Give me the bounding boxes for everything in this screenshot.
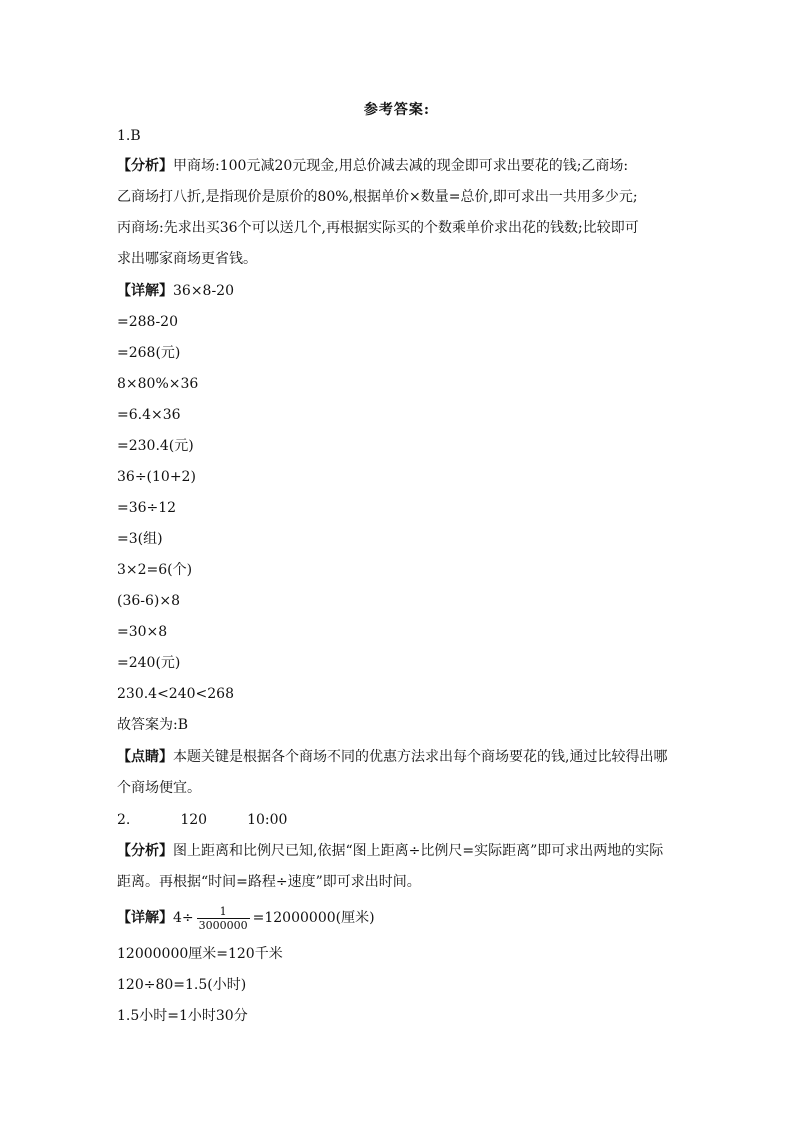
q1-step-4: =6.4×36	[117, 407, 181, 423]
q2-analysis-line-1	[117, 842, 663, 860]
q2-step-3: 1.5小时=1小时30分	[117, 1008, 248, 1024]
q1-step-9: 3×2=6(个)	[117, 562, 193, 578]
q1-step-7: =36÷12	[117, 500, 177, 516]
q2-answer-line	[117, 811, 287, 829]
q1-detail-first: 36×8-20	[173, 283, 234, 299]
q2-analysis-text-1: 图上距离和比例尺已知,依据“图上距离÷比例尺=实际距离”即可求出两地的实际	[173, 843, 664, 859]
q1-analysis-line-2: 乙商场打八折,是指现价是原价的80%,根据单价×数量=总价,即可求出一共用多少元;	[117, 189, 638, 205]
q2-answer-2: 10:00	[247, 812, 288, 828]
q1-analysis-tag: 【分析】	[117, 158, 173, 174]
q2-detail-line	[117, 904, 375, 932]
q1-analysis-line-4: 求出哪家商场更省钱。	[117, 251, 257, 267]
q1-step-1: =288-20	[117, 314, 178, 330]
q2-number: 2.	[117, 812, 131, 828]
fraction-denominator: 3000000	[198, 918, 248, 932]
q1-comment-line-2: 个商场便宜。	[117, 780, 201, 796]
q1-analysis-line-3: 丙商场:先求出买36个可以送几个,再根据实际买的个数乘单价求出花的钱数;比较即可	[117, 220, 639, 236]
q1-analysis-line-1	[117, 157, 628, 175]
scale-fraction	[197, 905, 250, 932]
q1-answer-line: 故答案为:B	[117, 717, 189, 733]
q2-analysis-tag: 【分析】	[117, 843, 173, 859]
q1-step-11: =30×8	[117, 624, 168, 640]
q2-detail-tag: 【详解】	[117, 910, 173, 926]
q2-detail-suffix: =12000000(厘米)	[252, 910, 375, 926]
q2-analysis-line-2: 距离。再根据“时间=路程÷速度”即可求出时间。	[117, 874, 421, 890]
page-title: 参考答案:	[363, 102, 431, 118]
q1-comment-text-1: 本题关键是根据各个商场不同的优惠方法求出每个商场要花的钱,通过比较得出哪	[173, 749, 668, 765]
fraction-numerator: 1	[197, 905, 250, 919]
q1-step-12: =240(元)	[117, 655, 181, 671]
q2-step-1: 12000000厘米=120千米	[117, 946, 283, 962]
q1-step-3: 8×80%×36	[117, 376, 199, 392]
q1-number: 1.B	[117, 128, 141, 144]
q1-detail-line	[117, 282, 234, 300]
q1-step-10: (36-6)×8	[117, 593, 181, 609]
q1-step-13: 230.4<240<268	[117, 686, 234, 702]
q1-step-8: =3(组)	[117, 531, 163, 547]
q1-comment-tag: 【点睛】	[117, 749, 173, 765]
q1-detail-tag: 【详解】	[117, 283, 173, 299]
q1-step-6: 36÷(10+2)	[117, 469, 196, 485]
q2-step-2: 120÷80=1.5(小时)	[117, 977, 247, 993]
q1-step-5: =230.4(元)	[117, 438, 194, 454]
q2-answer-1: 120	[180, 812, 208, 828]
q1-step-2: =268(元)	[117, 345, 181, 361]
q1-analysis-text-1: 甲商场:100元减20元现金,用总价减去减的现金即可求出要花的钱;乙商场:	[173, 158, 629, 174]
q1-comment-line-1	[117, 748, 667, 766]
q2-detail-prefix: 4÷	[173, 910, 194, 926]
